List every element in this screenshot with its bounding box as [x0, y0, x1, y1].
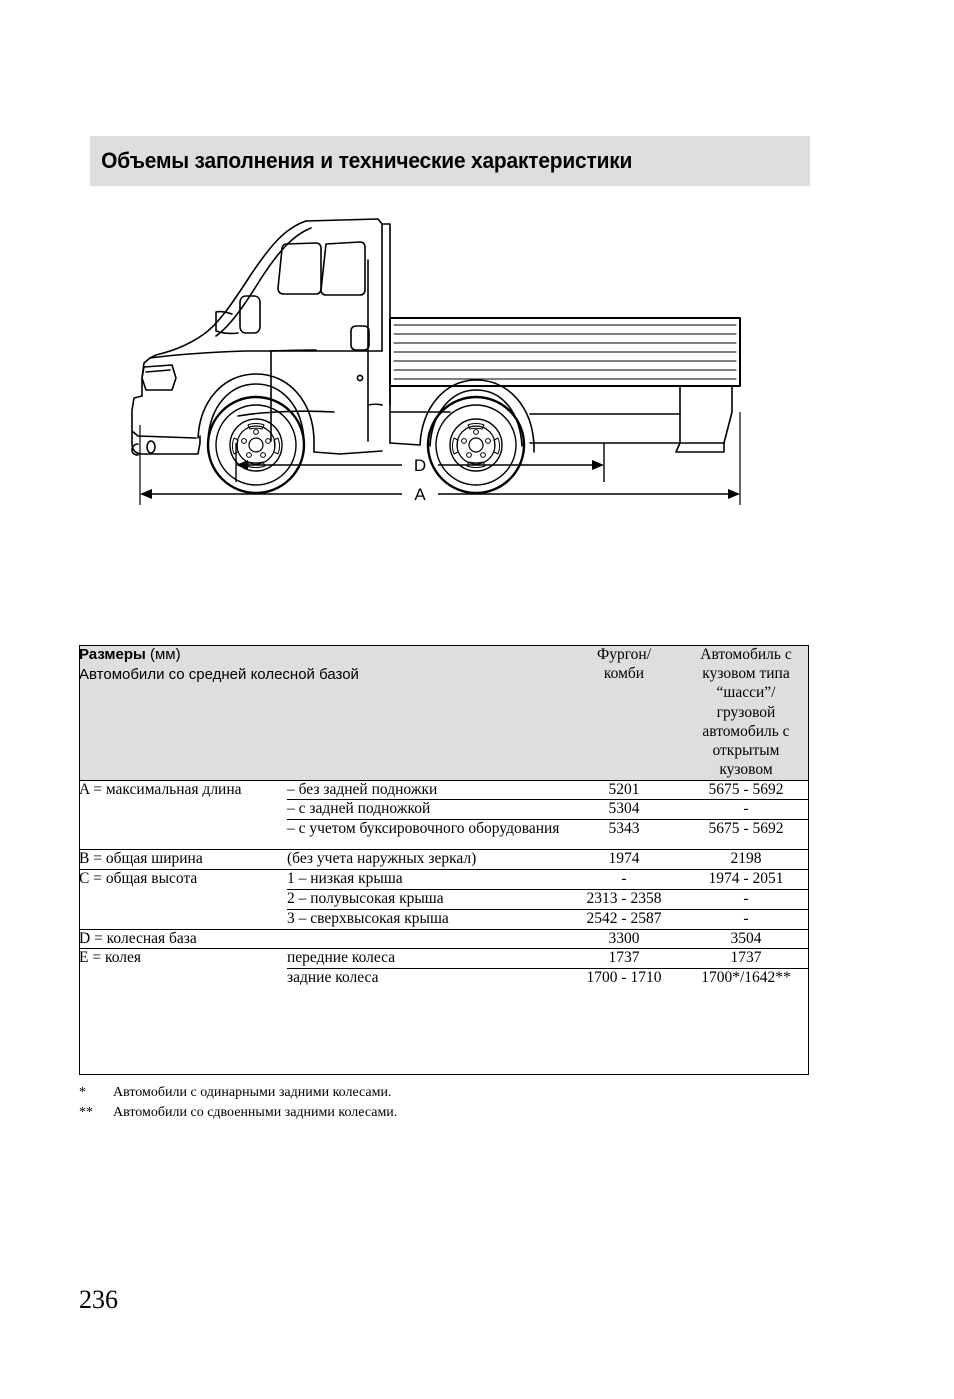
row-value-chassis: 1737: [683, 948, 809, 968]
row-sublabel: – с задней подножкой: [287, 800, 565, 820]
table-header-unit: (мм): [145, 646, 181, 663]
section-header-band: [90, 136, 810, 186]
table-header-row: [79, 645, 809, 780]
table-header-col-chassis: Автомобиль с кузовом типа “шасси”/ грузовой автомобиль с открытым кузовом: [683, 645, 809, 780]
footnote-marker: *: [79, 1085, 86, 1100]
row-value-chassis: 5675 - 5692: [683, 820, 809, 850]
row-sublabel: задние колеса: [287, 968, 565, 987]
row-value-van: 1974: [565, 850, 683, 870]
row-sublabel: (без учета наружных зеркал): [287, 850, 565, 870]
table-header-col-van-line1: Фургон/: [596, 646, 652, 663]
table-header-title: Размеры: [79, 646, 146, 663]
row-label-C: C = общая высота: [79, 870, 287, 930]
table-header-col-van-line2: комби: [603, 665, 645, 683]
row-sublabel: 2 – полувысокая крыша: [287, 890, 565, 910]
row-sublabel: – с учетом буксировочного оборудования: [287, 820, 565, 850]
row-value-chassis: -: [683, 890, 809, 910]
row-value-chassis: -: [683, 909, 809, 929]
footnote-text: Автомобили с одинарными задними колесами.: [113, 1085, 392, 1100]
row-value-chassis: 1700*/1642**: [683, 968, 809, 987]
table-row: [79, 850, 809, 870]
table-header-col-van: [565, 645, 683, 780]
dimension-label-D: D: [413, 456, 427, 475]
row-value-chassis: -: [683, 800, 809, 820]
truck-dimension-illustration: [120, 200, 800, 530]
row-sublabel: 3 – сверхвысокая крыша: [287, 909, 565, 929]
dimension-label-A: A: [414, 485, 426, 504]
footnotes: [79, 1083, 779, 1124]
table-header-subtitle: Автомобили со средней колесной базой: [79, 665, 359, 683]
table-row: [79, 870, 809, 890]
row-sublabel: передние колеса: [287, 948, 565, 968]
row-value-van: 1737: [565, 948, 683, 968]
row-label-D: D = колесная база: [79, 929, 287, 948]
row-value-chassis: 2198: [683, 850, 809, 870]
row-value-van: 1700 - 1710: [565, 968, 683, 987]
row-value-chassis: 5675 - 5692: [683, 780, 809, 800]
table-row: [79, 948, 809, 968]
dimensions-table: [79, 645, 809, 988]
row-label-E: E = колея: [79, 948, 287, 987]
row-value-van: 5343: [565, 820, 683, 850]
table-row: [79, 929, 809, 948]
table-row: [79, 780, 809, 800]
footnote-marker: **: [79, 1105, 93, 1121]
row-value-van: 5304: [565, 800, 683, 820]
row-value-van: 5201: [565, 780, 683, 800]
row-value-van: 3300: [565, 929, 683, 948]
row-sublabel: – без задней подножки: [287, 780, 565, 800]
row-label-B: B = общая ширина: [79, 850, 287, 870]
row-label-A: A = максимальная длина: [79, 780, 287, 850]
page-title: Объемы заполнения и технические характеристики: [101, 148, 633, 173]
footnote-item: [79, 1103, 779, 1123]
row-value-chassis: 1974 - 2051: [683, 870, 809, 890]
footnote-text: Автомобили со сдвоенными задними колесами.: [113, 1105, 398, 1121]
table-header-title-cell: [79, 645, 565, 780]
footnote-item: [79, 1083, 779, 1103]
row-sublabel: [287, 929, 565, 948]
page-number: 236: [79, 1285, 118, 1314]
row-sublabel: 1 – низкая крыша: [287, 870, 565, 890]
row-value-van: -: [565, 870, 683, 890]
row-value-chassis: 3504: [683, 929, 809, 948]
row-value-van: 2542 - 2587: [565, 909, 683, 929]
row-value-van: 2313 - 2358: [565, 890, 683, 910]
